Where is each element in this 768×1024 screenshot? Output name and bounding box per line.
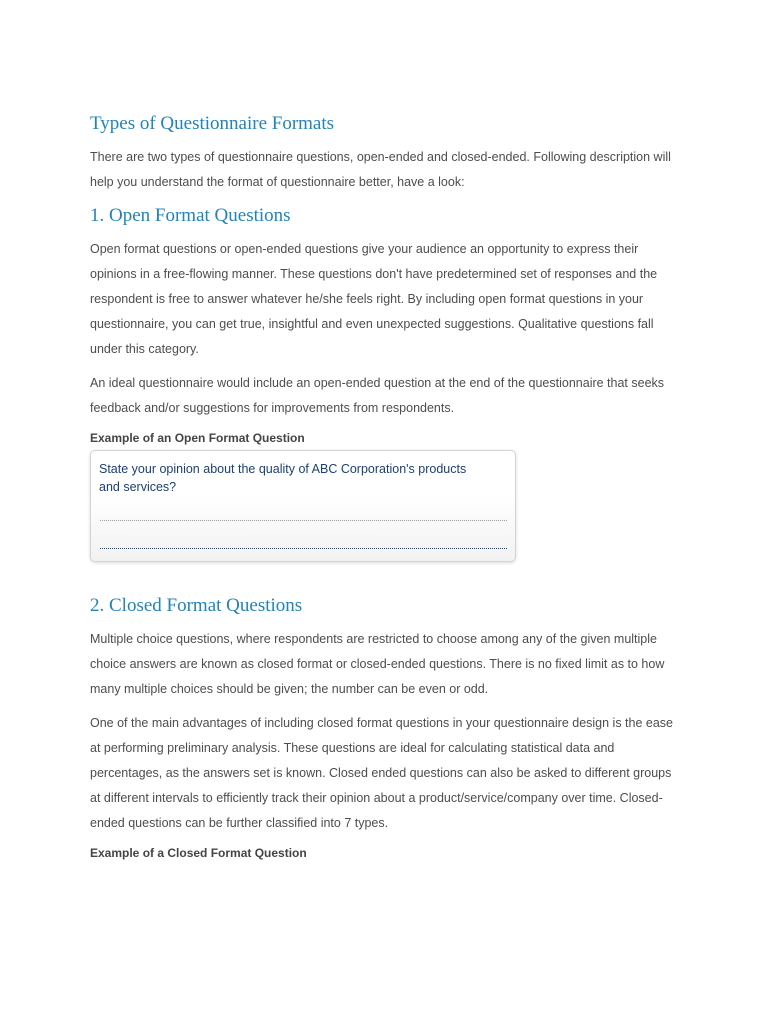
closed-format-paragraph-1: Multiple choice questions, where respondents are restricted to choose among any of the given multiple choice answers are known as closed format or closed-ended questions. There is no fixed limit as to how many multiple choices should be given; the number can be even or odd. <box>90 632 665 696</box>
open-example-question: State your opinion about the quality of ABC Corporation's products and services? <box>99 462 467 494</box>
open-example-label: Example of an Open Format Question <box>90 431 305 445</box>
open-example-box <box>90 450 516 562</box>
spacer <box>90 562 682 594</box>
answer-line-2 <box>100 548 507 549</box>
open-format-paragraph-2: An ideal questionnaire would include an open-ended question at the end of the questionnaire that seeks feedback and/or suggestions for improvements from respondents. <box>90 376 665 415</box>
page-title: Types of Questionnaire Formats <box>90 113 335 134</box>
open-format-paragraph-1: Open format questions or open-ended questions give your audience an opportunity to express their opinions in a free-flowing manner. These questions don't have predetermined set of responses and the respondent is free to answer whatever he/she feels right. By including open format questions in your questionnaire, you can get true, insightful and even unexpected suggestions. Qualitative questions fall under this category. <box>90 242 658 356</box>
answer-line-1 <box>100 520 507 521</box>
closed-format-heading: 2. Closed Format Questions <box>90 595 303 616</box>
closed-example-label: Example of a Closed Format Question <box>90 846 307 860</box>
document-page <box>90 112 682 865</box>
open-format-heading: 1. Open Format Questions <box>90 205 291 226</box>
closed-format-paragraph-2: One of the main advantages of including closed format questions in your questionnaire design is the ease at performing preliminary analysis. These questions are ideal for calculating statistical data and percentages, as the answers set is known. Closed ended questions can also be asked to different groups at different intervals to efficiently track their opinion about a product/service/company over time. Closed-ended questions can be further classified into 7 types. <box>90 716 674 830</box>
intro-paragraph: There are two types of questionnaire questions, open-ended and closed-ended. Following description will help you understand the format of questionnaire better, have a look: <box>90 150 671 189</box>
